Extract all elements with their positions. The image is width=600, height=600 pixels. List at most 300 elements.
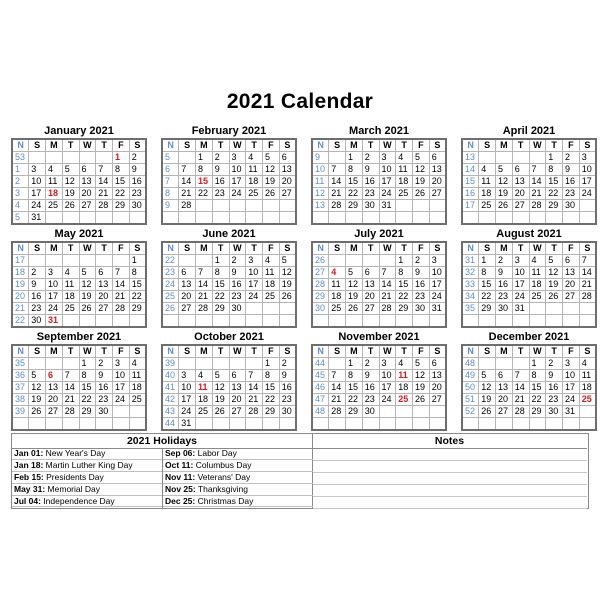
weekday-label: W bbox=[379, 242, 396, 255]
weekday-header bbox=[12, 345, 146, 358]
weekday-label: S bbox=[29, 345, 46, 358]
day-cell bbox=[346, 255, 363, 267]
week-number: 4 bbox=[12, 200, 29, 212]
week-row bbox=[12, 164, 146, 176]
day-cell: 5 bbox=[62, 164, 79, 176]
week-row bbox=[462, 358, 596, 370]
day-cell: 14 bbox=[529, 176, 546, 188]
week-row bbox=[462, 279, 596, 291]
day-cell: 1 bbox=[129, 255, 146, 267]
week-number bbox=[12, 418, 29, 431]
day-cell: 22 bbox=[396, 291, 413, 303]
weekday-label: T bbox=[362, 242, 379, 255]
day-cell: 20 bbox=[429, 382, 446, 394]
day-cell: 6 bbox=[179, 267, 196, 279]
week-row bbox=[12, 394, 146, 406]
day-cell: 17 bbox=[29, 188, 46, 200]
holiday-name: Veterans' Day bbox=[195, 471, 251, 482]
holiday-date: Jan 01: bbox=[14, 448, 44, 458]
day-cell: 9 bbox=[29, 279, 46, 291]
weekday-label: S bbox=[429, 242, 446, 255]
weekday-label: W bbox=[529, 345, 546, 358]
weekday-label: S bbox=[129, 345, 146, 358]
weekday-label: T bbox=[512, 345, 529, 358]
day-cell: 4 bbox=[479, 164, 496, 176]
day-cell: 6 bbox=[512, 164, 529, 176]
weekday-header bbox=[462, 345, 596, 358]
day-cell bbox=[46, 418, 63, 431]
week-row bbox=[312, 291, 446, 303]
day-cell: 7 bbox=[329, 164, 346, 176]
weekday-label: S bbox=[29, 242, 46, 255]
day-cell bbox=[479, 418, 496, 431]
day-cell: 27 bbox=[96, 303, 113, 315]
weekday-label: F bbox=[113, 242, 130, 255]
day-cell: 8 bbox=[212, 267, 229, 279]
holiday-item bbox=[163, 484, 313, 496]
day-cell bbox=[113, 255, 130, 267]
day-cell: 29 bbox=[479, 303, 496, 315]
day-cell: 12 bbox=[413, 164, 430, 176]
weekday-label: M bbox=[196, 139, 213, 152]
day-cell: 18 bbox=[529, 279, 546, 291]
month-name: June 2021 bbox=[202, 228, 256, 240]
day-cell: 10 bbox=[29, 176, 46, 188]
weekday-label: W bbox=[79, 345, 96, 358]
day-cell: 16 bbox=[546, 382, 563, 394]
day-cell bbox=[179, 358, 196, 370]
day-cell: 17 bbox=[46, 291, 63, 303]
day-cell: 17 bbox=[429, 279, 446, 291]
day-cell: 4 bbox=[396, 152, 413, 164]
holiday-item bbox=[163, 496, 313, 508]
day-cell: 10 bbox=[46, 279, 63, 291]
day-cell: 20 bbox=[96, 291, 113, 303]
day-cell: 2 bbox=[212, 152, 229, 164]
day-cell bbox=[263, 315, 280, 328]
day-cell bbox=[379, 255, 396, 267]
day-cell bbox=[263, 303, 280, 315]
day-cell bbox=[329, 255, 346, 267]
day-cell: 25 bbox=[196, 406, 213, 418]
day-cell: 26 bbox=[279, 291, 296, 303]
weekday-label: T bbox=[546, 139, 563, 152]
day-cell: 26 bbox=[413, 394, 430, 406]
day-cell: 30 bbox=[563, 200, 580, 212]
weekday-label: S bbox=[429, 139, 446, 152]
day-cell: 11 bbox=[263, 267, 280, 279]
weekday-header bbox=[312, 345, 446, 358]
day-cell: 4 bbox=[46, 164, 63, 176]
day-cell: 12 bbox=[496, 176, 513, 188]
day-cell bbox=[279, 303, 296, 315]
day-cell: 29 bbox=[113, 200, 130, 212]
day-cell: 16 bbox=[212, 176, 229, 188]
day-cell: 15 bbox=[479, 279, 496, 291]
day-cell: 3 bbox=[563, 358, 580, 370]
day-cell bbox=[329, 315, 346, 328]
week-number-header: N bbox=[462, 139, 479, 152]
day-cell: 3 bbox=[229, 152, 246, 164]
weekday-label: S bbox=[579, 345, 596, 358]
day-cell bbox=[529, 212, 546, 225]
day-cell: 20 bbox=[46, 394, 63, 406]
day-cell: 14 bbox=[579, 267, 596, 279]
day-cell bbox=[279, 200, 296, 212]
holiday-name: Christmas Day bbox=[195, 495, 254, 506]
month-calendar bbox=[161, 331, 297, 431]
day-cell: 3 bbox=[512, 255, 529, 267]
day-cell: 19 bbox=[263, 176, 280, 188]
day-cell bbox=[396, 315, 413, 328]
day-cell: 20 bbox=[512, 188, 529, 200]
day-cell: 25 bbox=[396, 188, 413, 200]
week-number: 44 bbox=[312, 358, 329, 370]
day-cell bbox=[113, 315, 130, 328]
day-cell: 15 bbox=[346, 176, 363, 188]
holiday-item bbox=[12, 448, 162, 460]
day-cell bbox=[113, 406, 130, 418]
day-cell: 13 bbox=[563, 267, 580, 279]
day-cell: 7 bbox=[196, 267, 213, 279]
day-cell: 27 bbox=[563, 291, 580, 303]
week-number: 26 bbox=[162, 303, 179, 315]
week-number: 40 bbox=[162, 370, 179, 382]
day-cell: 16 bbox=[496, 279, 513, 291]
day-cell: 13 bbox=[512, 176, 529, 188]
day-cell bbox=[496, 315, 513, 328]
week-number bbox=[462, 315, 479, 328]
month-calendar bbox=[311, 228, 447, 328]
week-row bbox=[462, 394, 596, 406]
day-cell bbox=[396, 418, 413, 431]
day-cell bbox=[546, 303, 563, 315]
day-cell: 18 bbox=[396, 176, 413, 188]
day-cell: 25 bbox=[396, 394, 413, 406]
week-number: 8 bbox=[162, 188, 179, 200]
day-cell: 4 bbox=[129, 358, 146, 370]
weekday-label: T bbox=[546, 242, 563, 255]
day-cell: 2 bbox=[362, 152, 379, 164]
week-number: 16 bbox=[462, 188, 479, 200]
day-cell: 13 bbox=[79, 176, 96, 188]
day-cell: 23 bbox=[413, 291, 430, 303]
weekday-label: W bbox=[529, 242, 546, 255]
day-cell: 16 bbox=[279, 382, 296, 394]
week-row bbox=[462, 255, 596, 267]
day-cell: 3 bbox=[246, 255, 263, 267]
week-number: 23 bbox=[162, 267, 179, 279]
day-cell: 25 bbox=[129, 394, 146, 406]
day-cell: 15 bbox=[546, 176, 563, 188]
weekday-label: S bbox=[479, 345, 496, 358]
day-cell: 30 bbox=[229, 303, 246, 315]
day-cell: 9 bbox=[496, 267, 513, 279]
day-cell bbox=[329, 152, 346, 164]
day-cell bbox=[129, 212, 146, 225]
day-cell: 5 bbox=[479, 370, 496, 382]
weekday-label: F bbox=[413, 345, 430, 358]
day-cell: 31 bbox=[563, 406, 580, 418]
month-calendar bbox=[161, 125, 297, 225]
week-number: 32 bbox=[462, 267, 479, 279]
day-cell bbox=[496, 152, 513, 164]
week-number: 22 bbox=[12, 315, 29, 328]
week-number: 30 bbox=[312, 303, 329, 315]
day-cell bbox=[413, 212, 430, 225]
day-cell: 12 bbox=[79, 279, 96, 291]
week-number: 5 bbox=[162, 152, 179, 164]
week-row bbox=[162, 176, 296, 188]
day-cell: 22 bbox=[346, 188, 363, 200]
week-number: 47 bbox=[312, 394, 329, 406]
day-cell: 22 bbox=[113, 188, 130, 200]
week-number: 19 bbox=[12, 279, 29, 291]
day-cell bbox=[79, 315, 96, 328]
weekday-label: M bbox=[46, 139, 63, 152]
weekday-label: F bbox=[113, 345, 130, 358]
day-cell: 14 bbox=[512, 382, 529, 394]
weekday-label: M bbox=[46, 345, 63, 358]
weekday-label: S bbox=[179, 345, 196, 358]
day-cell: 11 bbox=[196, 382, 213, 394]
holiday-item bbox=[163, 472, 313, 484]
day-cell: 6 bbox=[79, 164, 96, 176]
week-row bbox=[12, 303, 146, 315]
day-cell: 1 bbox=[263, 358, 280, 370]
week-row bbox=[462, 267, 596, 279]
day-cell: 28 bbox=[196, 303, 213, 315]
day-cell: 15 bbox=[129, 279, 146, 291]
month-calendar bbox=[11, 125, 147, 225]
week-row bbox=[162, 200, 296, 212]
weekday-label: T bbox=[212, 139, 229, 152]
week-row bbox=[462, 291, 596, 303]
day-cell bbox=[346, 212, 363, 225]
day-cell: 12 bbox=[546, 267, 563, 279]
weekday-label: T bbox=[246, 345, 263, 358]
weekday-label: F bbox=[263, 242, 280, 255]
day-cell bbox=[62, 212, 79, 225]
week-number: 21 bbox=[12, 303, 29, 315]
week-row bbox=[162, 370, 296, 382]
day-cell: 26 bbox=[263, 188, 280, 200]
week-row bbox=[12, 406, 146, 418]
day-cell bbox=[362, 212, 379, 225]
week-number: 13 bbox=[312, 200, 329, 212]
weekday-header bbox=[12, 242, 146, 255]
weekday-header bbox=[162, 242, 296, 255]
day-cell: 13 bbox=[46, 382, 63, 394]
day-cell: 26 bbox=[79, 303, 96, 315]
holiday-name: Presidents Day bbox=[43, 471, 104, 482]
week-row bbox=[462, 370, 596, 382]
day-cell: 28 bbox=[329, 200, 346, 212]
day-cell bbox=[79, 152, 96, 164]
day-cell bbox=[563, 418, 580, 431]
day-cell: 16 bbox=[96, 382, 113, 394]
day-cell: 19 bbox=[479, 394, 496, 406]
day-cell: 4 bbox=[396, 358, 413, 370]
week-number: 49 bbox=[462, 370, 479, 382]
month-name: January 2021 bbox=[44, 125, 114, 137]
weekday-label: M bbox=[496, 242, 513, 255]
day-cell: 19 bbox=[279, 279, 296, 291]
week-number-header: N bbox=[162, 139, 179, 152]
day-cell bbox=[529, 315, 546, 328]
day-cell: 15 bbox=[396, 279, 413, 291]
day-cell: 9 bbox=[362, 164, 379, 176]
day-cell: 15 bbox=[529, 382, 546, 394]
day-cell: 22 bbox=[479, 291, 496, 303]
day-cell: 13 bbox=[279, 164, 296, 176]
weekday-label: S bbox=[479, 139, 496, 152]
holiday-item bbox=[163, 460, 313, 472]
day-cell: 1 bbox=[212, 255, 229, 267]
week-number: 2 bbox=[12, 176, 29, 188]
week-row bbox=[312, 418, 446, 431]
day-cell: 12 bbox=[479, 382, 496, 394]
weekday-label: T bbox=[96, 242, 113, 255]
day-cell bbox=[96, 255, 113, 267]
day-cell: 12 bbox=[62, 176, 79, 188]
week-number: 9 bbox=[162, 200, 179, 212]
day-cell bbox=[512, 212, 529, 225]
day-cell bbox=[96, 152, 113, 164]
weekday-header bbox=[162, 139, 296, 152]
day-cell: 5 bbox=[79, 267, 96, 279]
day-cell: 10 bbox=[246, 267, 263, 279]
day-cell: 28 bbox=[579, 291, 596, 303]
day-cell: 1 bbox=[396, 255, 413, 267]
week-row bbox=[12, 370, 146, 382]
day-cell: 29 bbox=[529, 406, 546, 418]
day-cell: 22 bbox=[79, 394, 96, 406]
day-cell: 27 bbox=[512, 200, 529, 212]
day-cell: 8 bbox=[479, 267, 496, 279]
week-row bbox=[162, 212, 296, 225]
week-row bbox=[462, 315, 596, 328]
day-cell: 26 bbox=[346, 303, 363, 315]
week-row bbox=[462, 152, 596, 164]
day-cell: 13 bbox=[229, 382, 246, 394]
day-cell: 23 bbox=[229, 291, 246, 303]
day-cell bbox=[496, 418, 513, 431]
month-grid bbox=[311, 241, 447, 328]
day-cell: 17 bbox=[246, 279, 263, 291]
weekday-header bbox=[462, 242, 596, 255]
day-cell: 10 bbox=[579, 164, 596, 176]
holiday-name: Columbus Day bbox=[193, 459, 252, 470]
day-cell bbox=[329, 212, 346, 225]
day-cell bbox=[546, 418, 563, 431]
day-cell bbox=[96, 418, 113, 431]
day-cell: 11 bbox=[479, 176, 496, 188]
weekday-label: S bbox=[329, 139, 346, 152]
weekday-label: T bbox=[246, 242, 263, 255]
holidays-heading: 2021 Holidays bbox=[12, 434, 312, 449]
week-number: 7 bbox=[162, 176, 179, 188]
day-cell: 30 bbox=[362, 406, 379, 418]
day-cell bbox=[246, 418, 263, 431]
day-cell: 15 bbox=[263, 382, 280, 394]
month-grid bbox=[311, 344, 447, 431]
holiday-name: New Year's Day bbox=[43, 448, 106, 458]
day-cell: 18 bbox=[246, 176, 263, 188]
day-cell: 17 bbox=[512, 279, 529, 291]
notes-line bbox=[313, 460, 587, 461]
day-cell: 11 bbox=[129, 370, 146, 382]
day-cell: 4 bbox=[529, 255, 546, 267]
day-cell: 8 bbox=[346, 370, 363, 382]
day-cell: 19 bbox=[29, 394, 46, 406]
month-grid bbox=[11, 344, 147, 431]
day-cell: 26 bbox=[29, 406, 46, 418]
day-cell bbox=[362, 315, 379, 328]
day-cell: 2 bbox=[29, 267, 46, 279]
day-cell: 7 bbox=[179, 164, 196, 176]
week-number: 22 bbox=[162, 255, 179, 267]
day-cell bbox=[79, 255, 96, 267]
day-cell: 7 bbox=[113, 267, 130, 279]
day-cell bbox=[29, 418, 46, 431]
week-row bbox=[462, 164, 596, 176]
weekday-label: S bbox=[329, 345, 346, 358]
day-cell: 8 bbox=[529, 370, 546, 382]
day-cell: 2 bbox=[413, 255, 430, 267]
day-cell bbox=[196, 212, 213, 225]
day-cell: 7 bbox=[512, 370, 529, 382]
day-cell bbox=[512, 315, 529, 328]
day-cell: 5 bbox=[413, 358, 430, 370]
day-cell: 26 bbox=[212, 406, 229, 418]
day-cell: 11 bbox=[246, 164, 263, 176]
day-cell: 31 bbox=[512, 303, 529, 315]
day-cell: 26 bbox=[479, 406, 496, 418]
day-cell bbox=[62, 315, 79, 328]
day-cell: 9 bbox=[546, 370, 563, 382]
month-calendar bbox=[311, 125, 447, 225]
day-cell bbox=[579, 303, 596, 315]
week-number-header: N bbox=[162, 242, 179, 255]
day-cell bbox=[96, 212, 113, 225]
day-cell: 6 bbox=[563, 255, 580, 267]
day-cell: 3 bbox=[379, 358, 396, 370]
day-cell bbox=[212, 418, 229, 431]
day-cell: 25 bbox=[329, 303, 346, 315]
weekday-label: T bbox=[362, 139, 379, 152]
week-number-header: N bbox=[12, 345, 29, 358]
day-cell: 14 bbox=[246, 382, 263, 394]
day-cell: 30 bbox=[96, 406, 113, 418]
holiday-date: Nov 25: bbox=[165, 483, 196, 494]
week-row bbox=[462, 303, 596, 315]
day-cell: 19 bbox=[346, 291, 363, 303]
day-cell: 18 bbox=[329, 291, 346, 303]
day-cell bbox=[479, 315, 496, 328]
holiday-date: Dec 25: bbox=[165, 495, 196, 506]
day-cell: 5 bbox=[279, 255, 296, 267]
day-cell: 24 bbox=[246, 291, 263, 303]
day-cell: 12 bbox=[346, 279, 363, 291]
day-cell bbox=[413, 200, 430, 212]
day-cell: 14 bbox=[62, 382, 79, 394]
week-number: 13 bbox=[462, 152, 479, 164]
day-cell: 27 bbox=[429, 188, 446, 200]
day-cell: 2 bbox=[496, 255, 513, 267]
week-number: 37 bbox=[12, 382, 29, 394]
week-row bbox=[312, 303, 446, 315]
